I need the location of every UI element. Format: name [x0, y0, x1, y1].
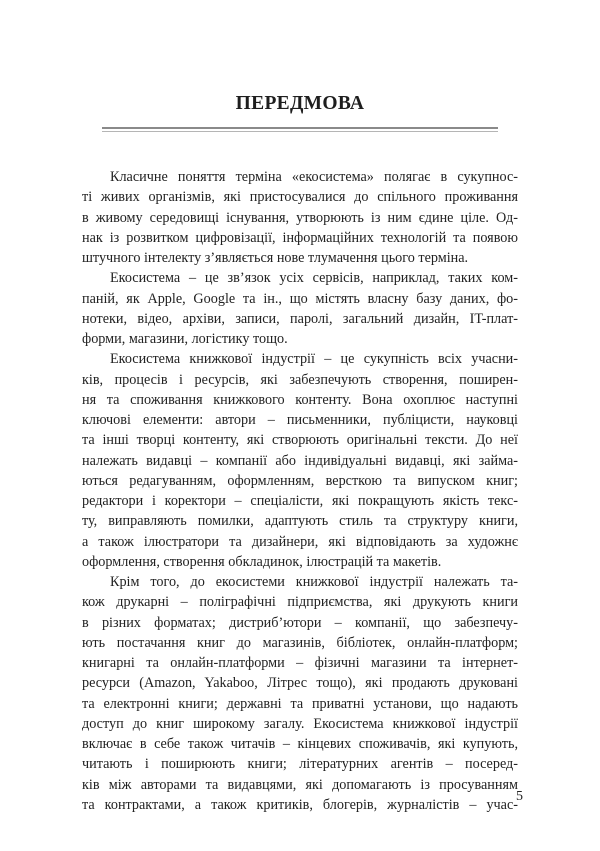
text-line: нотеки, відео, архіви, записи, паролі, загальний дизайн, IT-плат-	[82, 310, 518, 327]
paragraph	[82, 349, 518, 572]
text-line: належать видавці – компанії або індивідуальні видавці, які займа-	[82, 452, 518, 469]
text-line: Класичне поняття терміна «екосистема» полягає в сукупнос-	[110, 169, 518, 185]
page-number: 5	[516, 789, 523, 804]
paragraph	[82, 268, 518, 349]
text-line: ресурси (Amazon, Yakaboo, Літрес тощо), які продають друковані	[82, 675, 518, 692]
text-line: книгарні та онлайн-платформи – фізичні магазини та інтернет-	[82, 655, 518, 671]
text-line: Крім того, до екосистеми книжкової індустрії належать та-	[110, 574, 518, 590]
text-line: ня та споживання книжкового контенту. Вона охоплює наступні	[82, 391, 518, 408]
text-line: паній, як Apple, Google та ін., що містять власну базу даних, фо-	[82, 290, 518, 307]
text-line: включає в себе також читачів – кінцевих споживачів, які купують,	[82, 736, 518, 752]
text-line: та електронні книги; державні та приватні установи, що надають	[82, 695, 518, 712]
text-line: та інші творці контенту, які створюють оригінальні тексти. До неї	[82, 432, 518, 449]
paragraph	[82, 572, 518, 815]
text-line: а також ілюстратори та дизайнери, які відповідають за художнє	[82, 533, 518, 550]
title-rule-thick	[102, 127, 498, 129]
text-line: штучного інтелекту з’являється нове тлумачення цього терміна.	[82, 250, 469, 266]
text-line: в різних форматах; дистриб’ютори – компанії, що забезпечу-	[82, 614, 518, 631]
text-line: форми, магазини, логістику тощо.	[82, 331, 288, 347]
title-rule-thin	[102, 131, 498, 132]
text-line: читають і поширюють книги; літературних агентів – посеред-	[82, 756, 518, 773]
page-title: ПЕРЕДМОВА	[235, 93, 365, 114]
text-line: оформлення, створення обкладинок, ілюстрацій та макетів.	[82, 553, 442, 570]
text-line: ються редагуванням, оформленням, версткою та випуском книг;	[82, 472, 518, 489]
text-line: кож друкарні – поліграфічні підприємства, які друкують книги	[82, 594, 518, 611]
text-line: нак із розвитком цифровізації, інформаційних технологій та появою	[82, 229, 518, 246]
body-text	[82, 167, 518, 815]
text-line: ють постачання книг до магазинів, бібліотек, онлайн-платформ;	[82, 634, 518, 651]
text-line: ту, виправляють помилки, адаптують стиль та структуру книги,	[82, 513, 518, 530]
text-line: в живому середовищі існування, утворюють із ним єдине ціле. Од-	[82, 209, 518, 226]
text-line: ті живих організмів, які пристосувалися до спільного проживання	[82, 189, 518, 206]
text-line: ключові елементи: автори – письменники, публіцисти, науковці	[82, 412, 518, 428]
text-line: Екосистема – це зв’язок усіх сервісів, наприклад, таких ком-	[110, 270, 518, 287]
text-line: доступ до книг широкому загалу. Екосистема книжкової індустрії	[82, 715, 518, 732]
paragraph	[82, 167, 518, 268]
text-line: ків між авторами та видавцями, які допомагають із просуванням	[82, 776, 518, 793]
text-line: та контрактами, а також критиків, блогерів, журналістів – учас-	[82, 796, 518, 813]
text-line: редактори і коректори – спеціалісти, які покращують якість текс-	[82, 493, 518, 509]
text-line: Екосистема книжкової індустрії – це сукупність всіх учасни-	[110, 351, 518, 368]
text-line: ків, процесів і ресурсів, які забезпечують створення, поширен-	[82, 371, 518, 388]
